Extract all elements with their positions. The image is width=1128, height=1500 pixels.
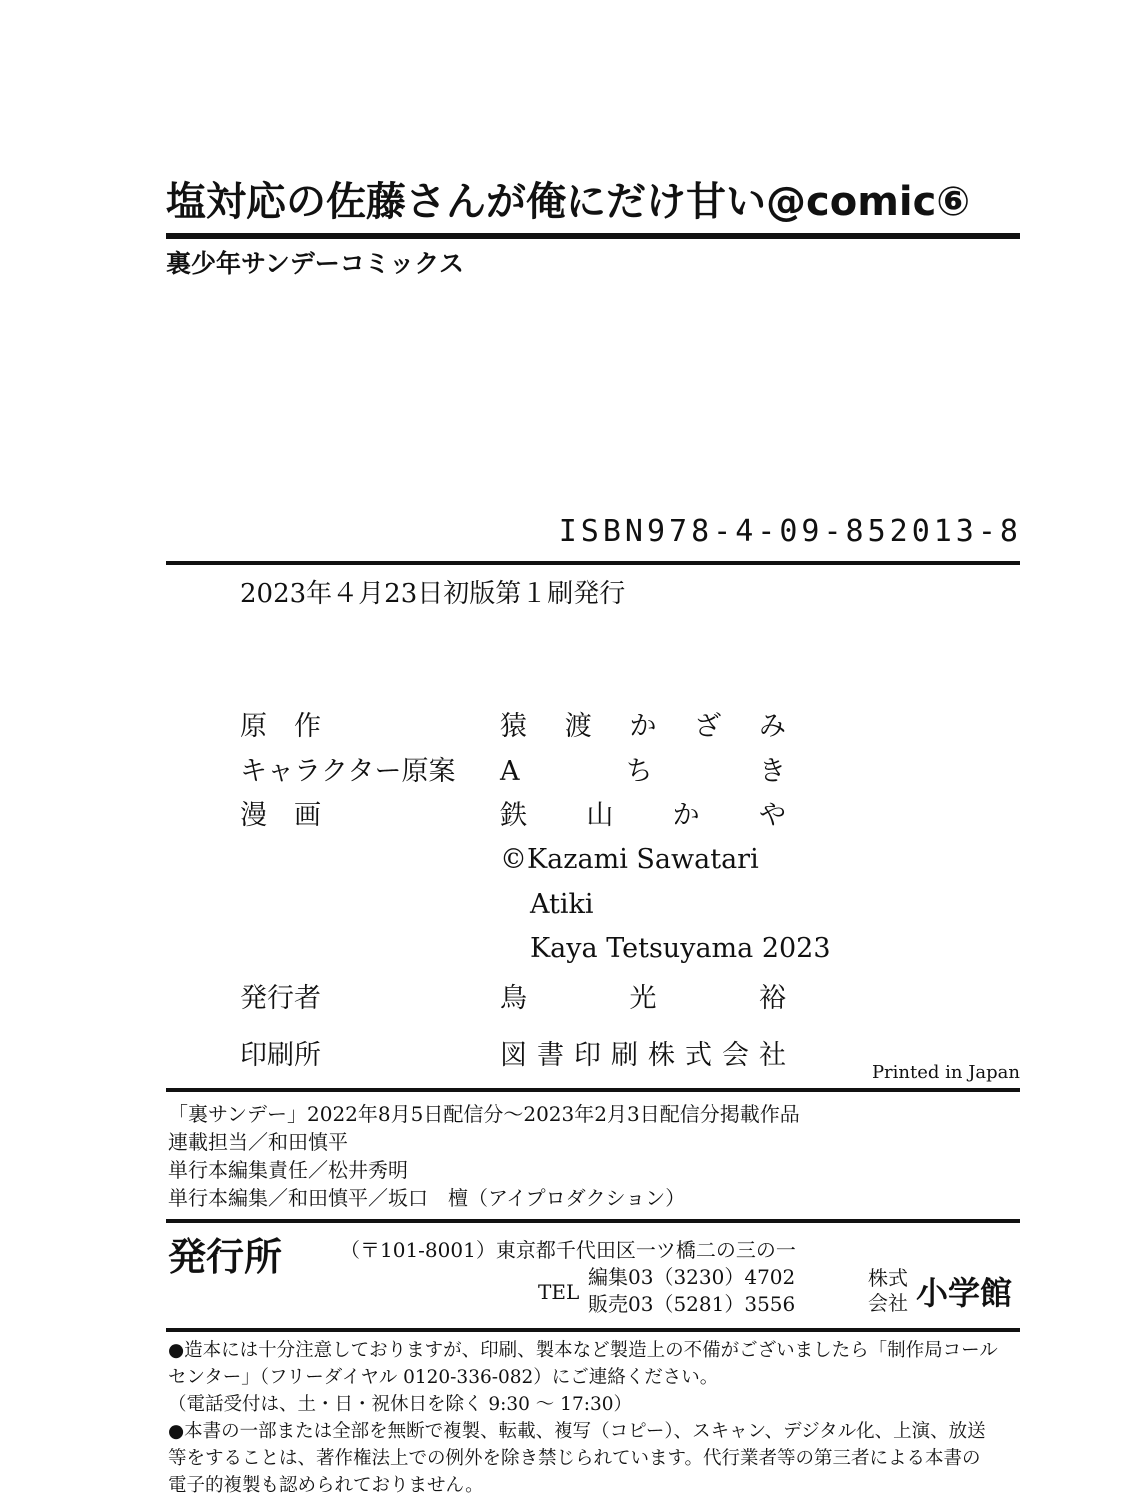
- name-char: 社: [759, 1040, 786, 1071]
- name-char: 書: [537, 1040, 564, 1071]
- editor-note: 単行本編集責任／松井秀明: [168, 1158, 408, 1182]
- editor-note: 連載担当／和田慎平: [168, 1130, 348, 1154]
- name-char: 渡: [564, 711, 592, 742]
- copyright-line: ©Kazami Sawatari: [500, 844, 759, 875]
- name-char: ざ: [694, 711, 722, 742]
- legal-notice-line: （電話受付は、土・日・祝休日を除く 9:30 〜 17:30）: [168, 1394, 633, 1415]
- publisher-person-name: [500, 980, 786, 1018]
- name-char: 式: [685, 1040, 712, 1071]
- name-char: 鳥: [500, 983, 527, 1014]
- name-char: み: [759, 711, 786, 742]
- editor-note: 単行本編集／和田慎平／坂口 檀（アイプロダクション）: [168, 1186, 686, 1210]
- name-char: 山: [586, 800, 614, 831]
- legal-top-rule: [166, 1328, 1020, 1332]
- publisher-label: 発行所: [168, 1235, 283, 1279]
- title-rule: [166, 233, 1020, 239]
- company-type: 会社: [868, 1291, 908, 1315]
- notes-top-rule: [166, 1088, 1020, 1092]
- name-char: 鉄: [500, 800, 527, 831]
- name-char: か: [629, 711, 657, 742]
- name-char: や: [758, 800, 786, 831]
- manga-artist-label: 漫 画: [240, 800, 321, 831]
- name-char: き: [759, 756, 786, 787]
- publisher-top-rule: [166, 1219, 1020, 1223]
- edition-date: 2023年４月23日初版第１刷発行: [240, 579, 626, 609]
- book-title: 塩対応の佐藤さんが俺にだけ甘い@comic⑥: [166, 179, 971, 225]
- isbn: ISBN978-4-09-852013-8: [558, 514, 1022, 549]
- name-char: か: [672, 800, 700, 831]
- copyright-line: Atiki: [530, 889, 594, 920]
- name-char: 株: [648, 1040, 675, 1071]
- series-name: 裏少年サンデーコミックス: [166, 249, 465, 278]
- name-char: 裕: [759, 983, 786, 1014]
- name-char: 印: [574, 1040, 601, 1071]
- tel-editorial: 編集03（3230）4702: [588, 1265, 796, 1289]
- tel-label: TEL: [538, 1280, 580, 1304]
- name-char: ち: [625, 756, 653, 787]
- name-char: 光: [629, 983, 657, 1014]
- name-char: A: [500, 756, 520, 787]
- name-char: 図: [500, 1040, 527, 1071]
- original-author-name: [500, 708, 786, 746]
- serialization-note: 「裏サンデー」2022年8月5日配信分〜2023年2月3日配信分掲載作品: [168, 1102, 800, 1126]
- original-author-label: 原 作: [240, 711, 321, 742]
- legal-notice-line: ●造本には十分注意しておりますが、印刷、製本など製造上の不備がございましたら「制作局コール: [168, 1340, 998, 1361]
- character-design-label: キャラクター原案: [240, 756, 456, 787]
- legal-notice-line: 等をすることは、著作権法上での例外を除き禁じられています。代行業者等の第三者による本書の: [168, 1448, 981, 1469]
- publisher-address: （〒101-8001）東京都千代田区一ツ橋二の三の一: [340, 1238, 796, 1262]
- tel-sales: 販売03（5281）3556: [588, 1292, 796, 1316]
- printed-in-japan: Printed in Japan: [871, 1062, 1020, 1083]
- legal-notice-line: 電子的複製も認められておりません。: [168, 1475, 484, 1496]
- isbn-rule: [166, 561, 1020, 565]
- company-type: 株式: [868, 1266, 908, 1290]
- company-name: 小学館: [916, 1274, 1013, 1312]
- copyright-line: Kaya Tetsuyama 2023: [530, 933, 831, 964]
- legal-notice-line: ●本書の一部または全部を無断で複製、転載、複写（コピー）、スキャン、デジタル化、上演、放送: [168, 1421, 986, 1442]
- name-char: 猿: [500, 711, 527, 742]
- manga-artist-name: [500, 797, 786, 835]
- name-char: 刷: [611, 1040, 638, 1071]
- character-design-name: [500, 753, 786, 791]
- printer-label: 印刷所: [240, 1040, 321, 1071]
- printer-name: [500, 1037, 786, 1075]
- legal-notice-line: センター」（フリーダイヤル 0120-336-082）にご連絡ください。: [168, 1367, 719, 1388]
- publisher-person-label: 発行者: [240, 983, 321, 1014]
- name-char: 会: [722, 1040, 749, 1071]
